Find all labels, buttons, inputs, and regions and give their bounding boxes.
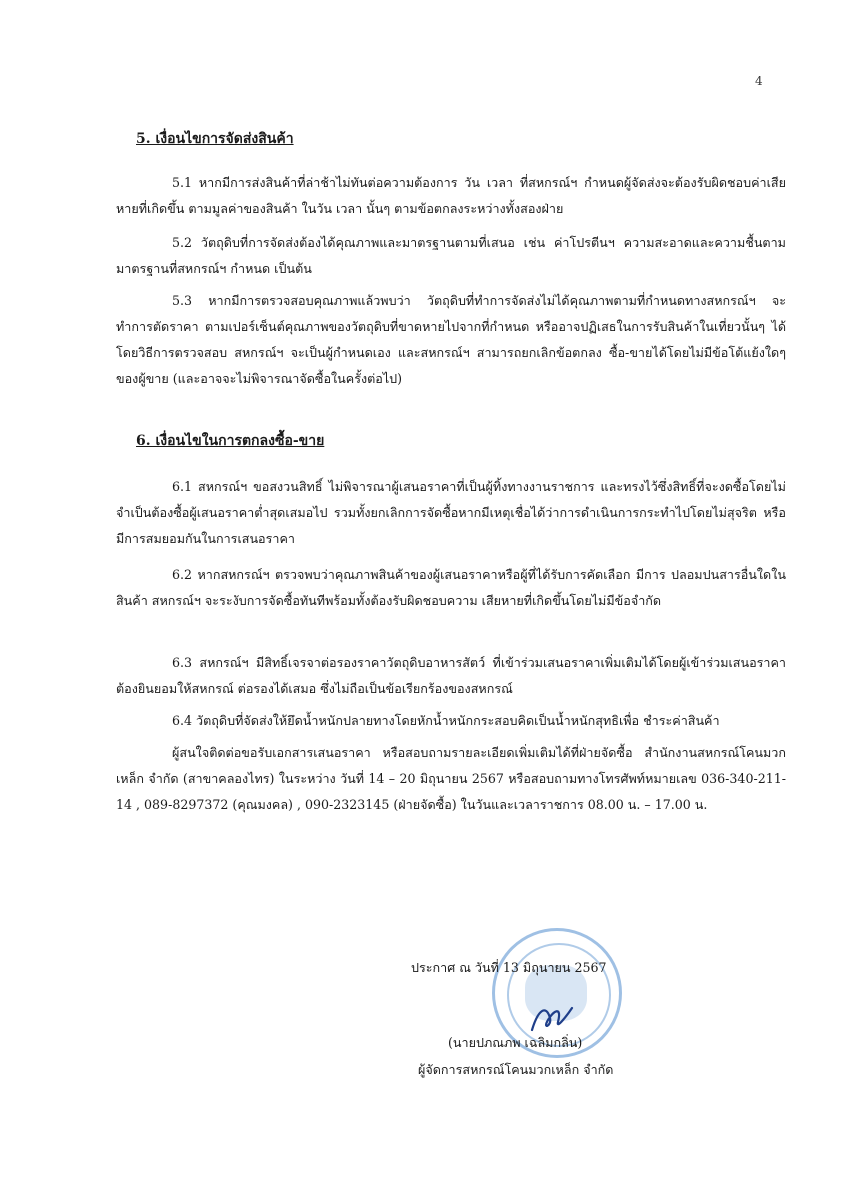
clause-5-3: 5.3 หากมีการตรวจสอบคุณภาพแล้วพบว่า วัตถุดิบที่ทำการจัดส่งไม่ได้คุณภาพตามที่กำหนดทางสหกรณ์ฯ จะทำการตัดราคา ตามเปอร์เซ็นต์คุณภาพของวัตถุดิบที่ขาดหายไปจากที่กำหนด หรืออาจปฏิเสธในการรับสินค้าในเที่ยวนั้นๆ ได้ โดยวิธีการตรวจสอบ สหกรณ์ฯ จะเป็นผู้กำหนดเอง และสหกรณ์ฯ สามารถยกเลิกข้อตกลง ซื้อ-ขายได้โดยไม่มีข้อโต้แย้งใดๆ ของผู้ขาย (และอาจจะไม่พิจารณาจัดซื้อในครั้งต่อไป) bbox=[116, 293, 786, 386]
clause-5-1: 5.1 หากมีการส่งสินค้าที่ล่าช้าไม่ทันต่อความต้องการ วัน เวลา ที่สหกรณ์ฯ กำหนดผู้จัดส่งจะต้องรับผิดชอบค่าเสียหายที่เกิดขึ้น ตามมูลค่าของสินค้า ในวัน เวลา นั้นๆ ตามข้อตกลงระหว่างทั้งสองฝ่าย bbox=[116, 175, 786, 216]
signatory-name: (นายปภณภพ เฉลิมกลิ่น) bbox=[448, 1035, 583, 1050]
signatory-position: ผู้จัดการสหกรณ์โคนมวกเหล็ก จำกัด bbox=[418, 1062, 614, 1077]
section-5-heading: 5. เงื่อนไขการจัดส่งสินค้า bbox=[136, 131, 294, 147]
announcement-date: ประกาศ ณ วันที่ 13 มิถุนายน 2567 bbox=[411, 960, 607, 975]
contact-paragraph: ผู้สนใจติดต่อขอรับเอกสารเสนอราคา หรือสอบถามรายละเอียดเพิ่มเติมได้ที่ฝ่ายจัดซื้อ สำนักงานสหกรณ์โคนมวกเหล็ก จำกัด (สาขาคลองไทร) ในระหว่าง วันที่ 14 – 20 มิถุนายน 2567 หรือสอบถามทางโทรศัพท์หมายเลข 036-340-211-14 , 089-8297372 (คุณมงคล) , 090-2323145 (ฝ่ายจัดซื้อ) ในวันและเวลาราชการ 08.00 น. – 17.00 น. bbox=[116, 745, 786, 812]
clause-6-4: 6.4 วัตถุดิบที่จัดส่งให้ยึดน้ำหนักปลายทางโดยหักน้ำหนักกระสอบคิดเป็นน้ำหนักสุทธิเพื่อ ชำระค่าสินค้า bbox=[172, 713, 720, 728]
clause-6-3: 6.3 สหกรณ์ฯ มีสิทธิ์เจรจาต่อรองราคาวัตถุดิบอาหารสัตว์ ที่เข้าร่วมเสนอราคาเพิ่มเติมได้โดยผู้เข้าร่วมเสนอราคา ต้องยินยอมให้สหกรณ์ ต่อรองได้เสมอ ซึ่งไม่ถือเป็นข้อเรียกร้องของสหกรณ์ bbox=[116, 655, 786, 696]
handwritten-signature bbox=[528, 1000, 576, 1036]
clause-6-2: 6.2 หากสหกรณ์ฯ ตรวจพบว่าคุณภาพสินค้าของผู้เสนอราคาหรือผู้ที่ได้รับการคัดเลือก มีการ ปลอมปนสารอื่นใดในสินค้า สหกรณ์ฯ จะระงับการจัดซื้อทันทีพร้อมทั้งต้องรับผิดชอบความ เสียหายที่เกิดขึ้นโดยไม่มีข้อจำกัด bbox=[116, 567, 786, 608]
clause-5-2: 5.2 วัตถุดิบที่การจัดส่งต้องได้คุณภาพและมาตรฐานตามที่เสนอ เช่น ค่าโปรตีนฯ ความสะอาดและความชื้นตามมาตรฐานที่สหกรณ์ฯ กำหนด เป็นต้น bbox=[116, 235, 786, 276]
section-6-heading: 6. เงื่อนไขในการตกลงซื้อ-ขาย bbox=[136, 433, 325, 449]
page-number: 4 bbox=[755, 74, 763, 88]
clause-6-1: 6.1 สหกรณ์ฯ ขอสงวนสิทธิ์ ไม่พิจารณาผู้เสนอราคาที่เป็นผู้ทิ้งทางงานราชการ และทรงไว้ซึ่งสิทธิ์ที่จะงดซื้อโดยไม่จำเป็นต้องซื้อผู้เสนอราคาต่ำสุดเสมอไป รวมทั้งยกเลิกการจัดซื้อหากมีเหตุเชื่อได้ว่าการดำเนินการกระทำไปโดยไม่สุจริต หรือมีการสมยอมกันในการเสนอราคา bbox=[116, 479, 786, 546]
